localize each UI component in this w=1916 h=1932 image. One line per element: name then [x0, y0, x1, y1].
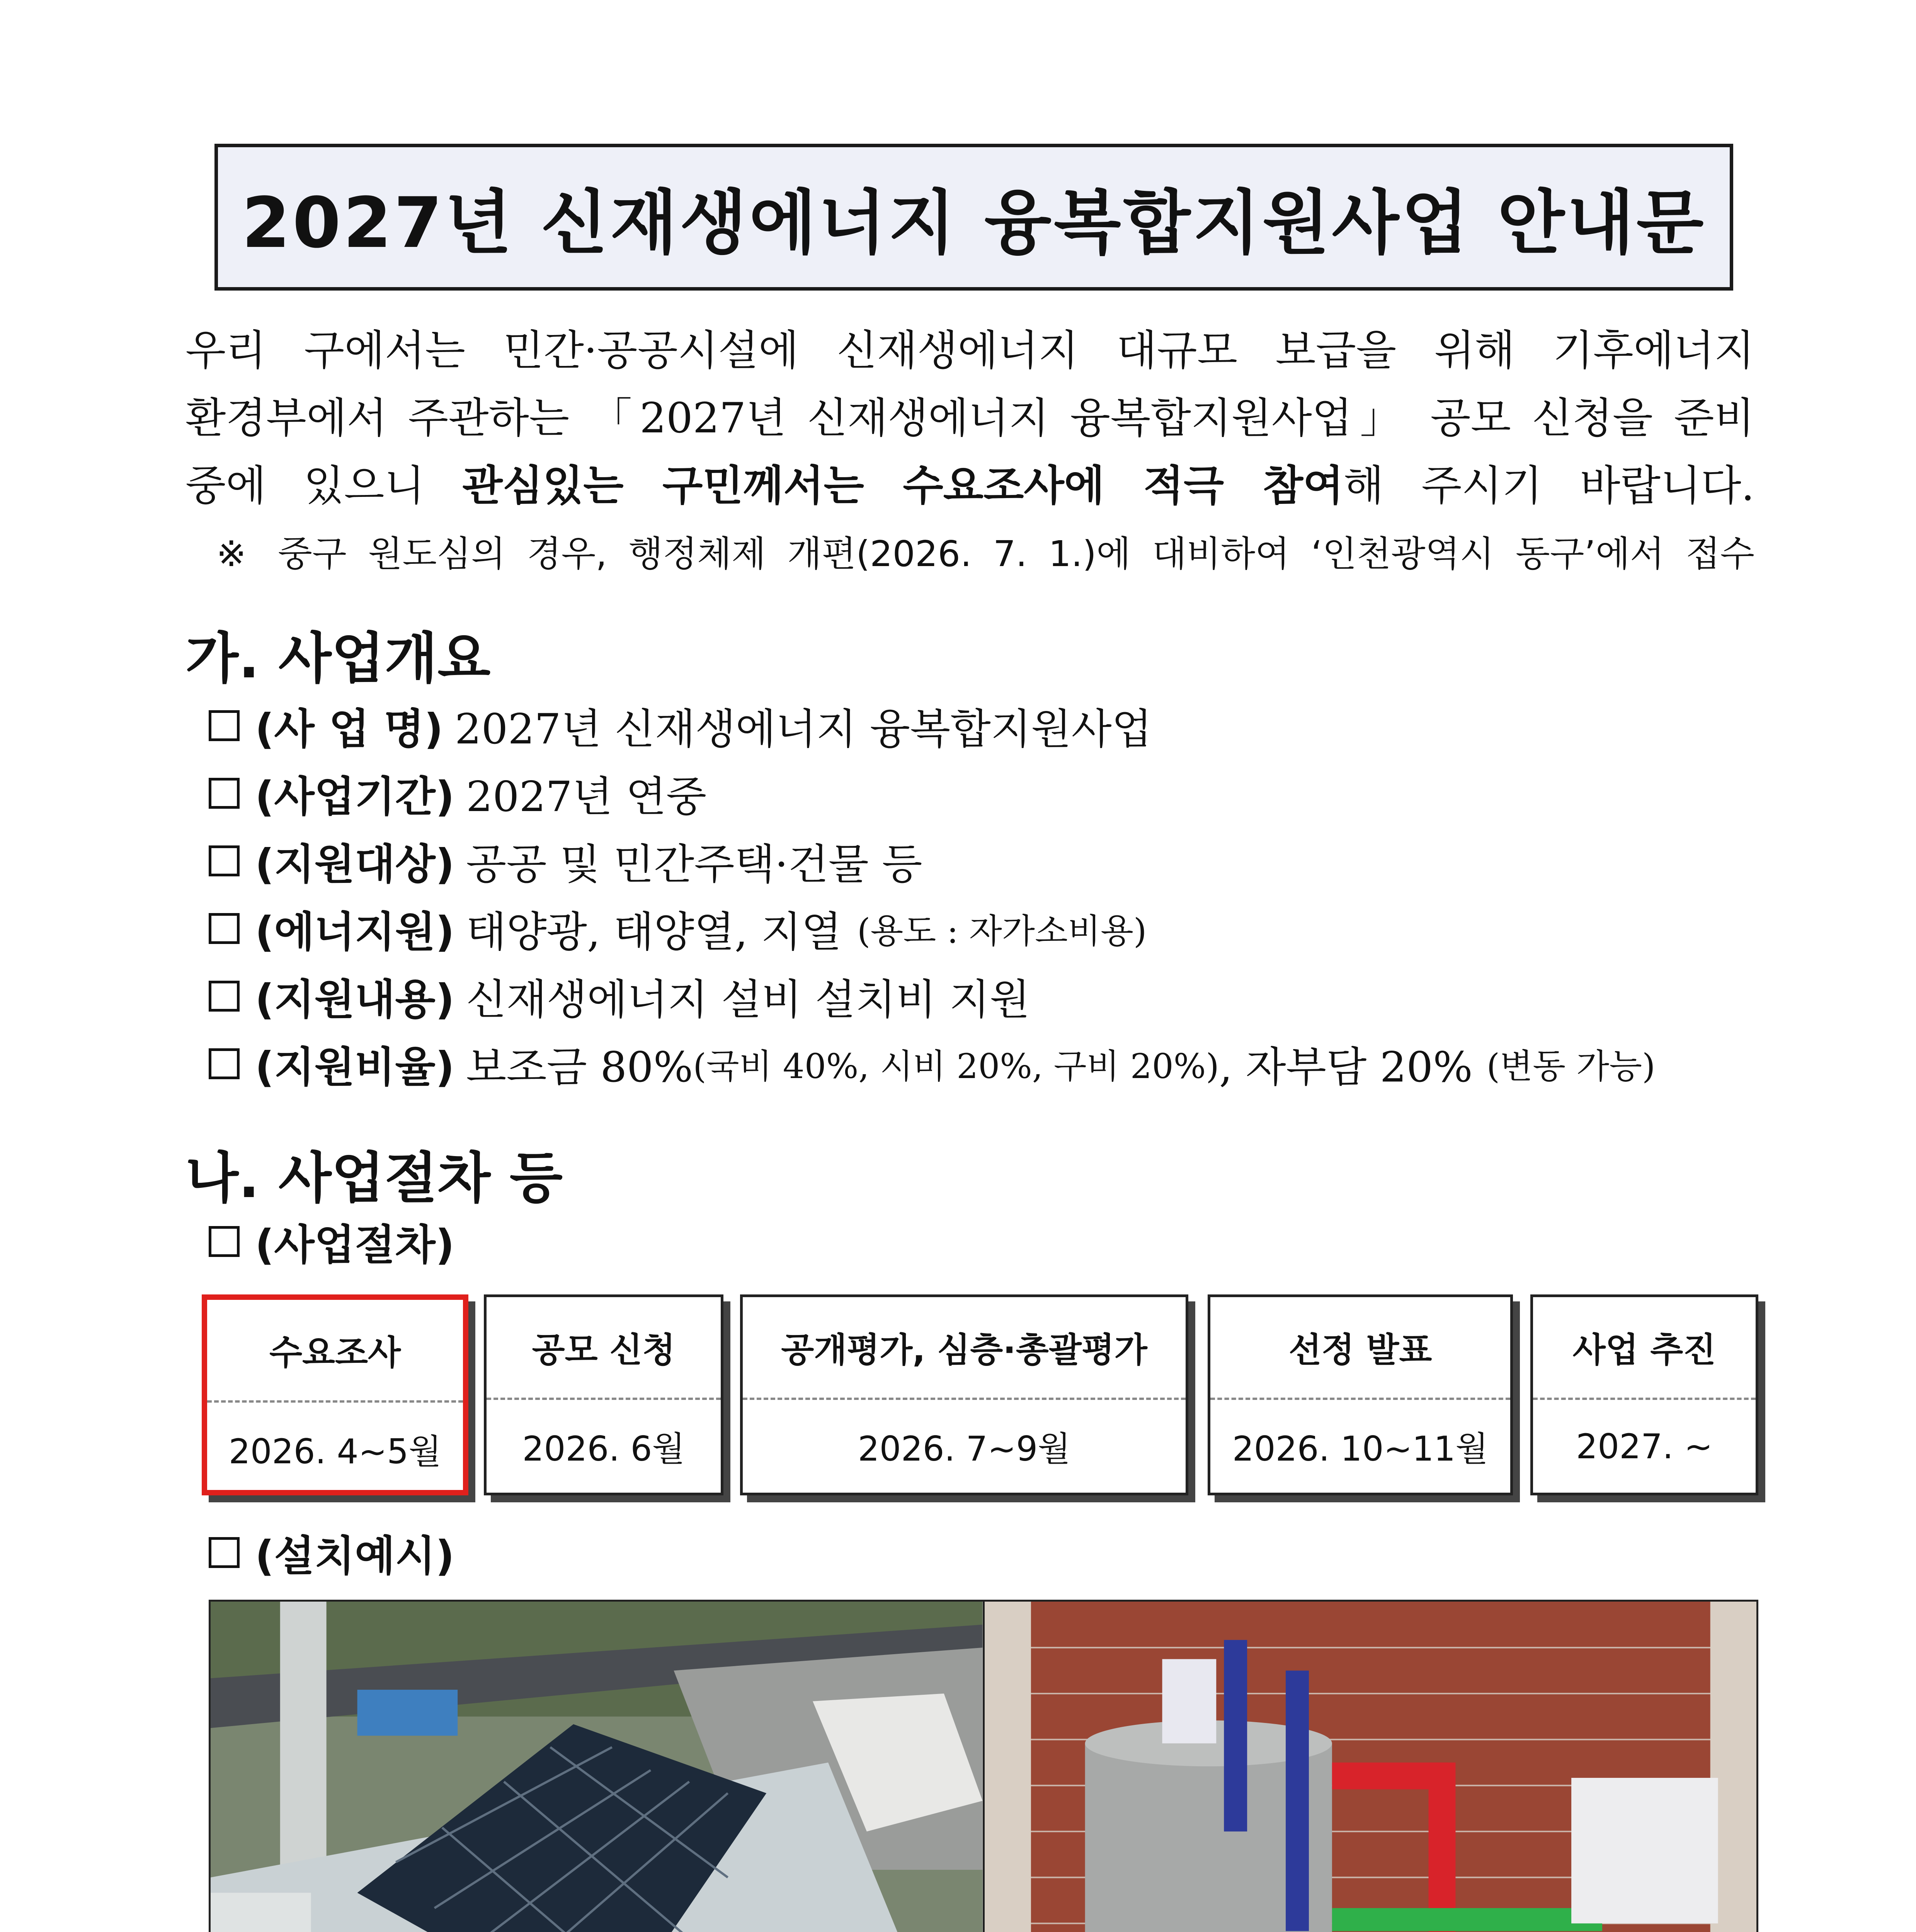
intro-line-3: [185, 452, 1754, 512]
procedure-label: (사업절차): [255, 1221, 455, 1269]
checkbox-icon: [209, 710, 240, 741]
step-name: 수요조사: [207, 1300, 463, 1403]
item-note: (국비 40%, 시비 20%, 구비 20%): [693, 1046, 1219, 1086]
geothermal-house-photo: [985, 1602, 1757, 1932]
procedure-step-announce: [1208, 1294, 1513, 1495]
procedure-step-execute: [1530, 1294, 1758, 1495]
section-a-heading: 가. 사업개요: [185, 627, 491, 690]
overview-item-content: [209, 966, 1030, 1026]
overview-item-name: [209, 696, 1152, 755]
page-title: 2027년 신재생에너지 융복합지원사업 안내문: [242, 183, 1706, 264]
checkbox-icon: [209, 845, 240, 876]
procedure-step-evaluation: [740, 1294, 1188, 1495]
step-name: 공개평가, 심층·총괄평가: [743, 1297, 1186, 1400]
example-label-row: [209, 1522, 466, 1582]
intro-line-2: 환경부에서 주관하는 「2027년 신재생에너지 융복합지원사업」 공모 신청을 준비: [185, 394, 1754, 442]
overview-item-period: [209, 763, 706, 823]
item-label: (지원비율): [255, 1043, 455, 1092]
checkbox-icon: [209, 913, 240, 944]
overview-item-ratio: [209, 1034, 1655, 1094]
install-example-photos: [209, 1600, 1758, 1932]
step-name: 선정 발표: [1210, 1297, 1510, 1400]
procedure-step-apply: [484, 1294, 723, 1495]
item-note: (용도 : 자가소비용): [857, 911, 1147, 951]
intro-line-3-post: 해 주시기 바랍니다.: [1343, 462, 1754, 510]
title-box: [214, 144, 1733, 291]
overview-item-target: [209, 831, 922, 891]
step-date: 2026. 7~9월: [858, 1429, 1071, 1469]
item-label: (사업기간): [255, 773, 455, 821]
procedure-step-survey: [202, 1294, 468, 1495]
item-note-2: (변동 가능): [1486, 1046, 1656, 1086]
item-value-2: , 자부담 20%: [1219, 1043, 1473, 1092]
item-value: 2027년 신재생에너지 융복합지원사업: [454, 705, 1152, 753]
item-value: 공공 및 민간주택·건물 등: [466, 840, 922, 889]
item-label: (에너지원): [255, 908, 455, 956]
item-value: 보조금 80%: [466, 1043, 693, 1092]
step-date: 2026. 4~5월: [228, 1432, 442, 1471]
intro-line-1: 우리 구에서는 민간·공공시설에 신재생에너지 대규모 보급을 위해 기후에너지: [185, 327, 1754, 375]
step-date: 2026. 6월: [522, 1429, 685, 1469]
step-name: 공모 신청: [487, 1297, 721, 1400]
overview-item-energy: [209, 898, 1147, 958]
checkbox-icon: [209, 981, 240, 1012]
item-label: (지원내용): [255, 976, 455, 1024]
checkbox-icon: [209, 778, 240, 809]
item-value: 태양광, 태양열, 지열: [466, 908, 842, 956]
checkbox-icon: [209, 1226, 240, 1257]
intro-line-3-bold: 관심있는 구민께서는 수요조사에 적극 참여: [462, 462, 1344, 510]
example-label: (설치예시): [255, 1532, 455, 1580]
item-value: 신재생에너지 설비 설치비 지원: [466, 976, 1030, 1024]
item-label: (지원대상): [255, 840, 455, 889]
section-b-heading: 나. 사업절차 등: [185, 1146, 563, 1210]
step-date: 2026. 10~11월: [1232, 1429, 1489, 1469]
checkbox-icon: [209, 1537, 240, 1568]
item-label: (사 업 명): [255, 705, 443, 753]
intro-note: ※ 중구 원도심의 경우, 행정체제 개편(2026. 7. 1.)에 대비하여 ‘인천광역시 동구’에서 접수: [216, 533, 1754, 575]
checkbox-icon: [209, 1048, 240, 1079]
item-value: 2027년 연중: [466, 773, 707, 821]
step-name: 사업 추진: [1533, 1297, 1756, 1400]
solar-building-photo: [211, 1602, 985, 1932]
procedure-label-row: [209, 1211, 466, 1271]
step-date: 2027. ~: [1576, 1426, 1713, 1466]
intro-line-3-pre: 중에 있으니: [185, 462, 463, 510]
